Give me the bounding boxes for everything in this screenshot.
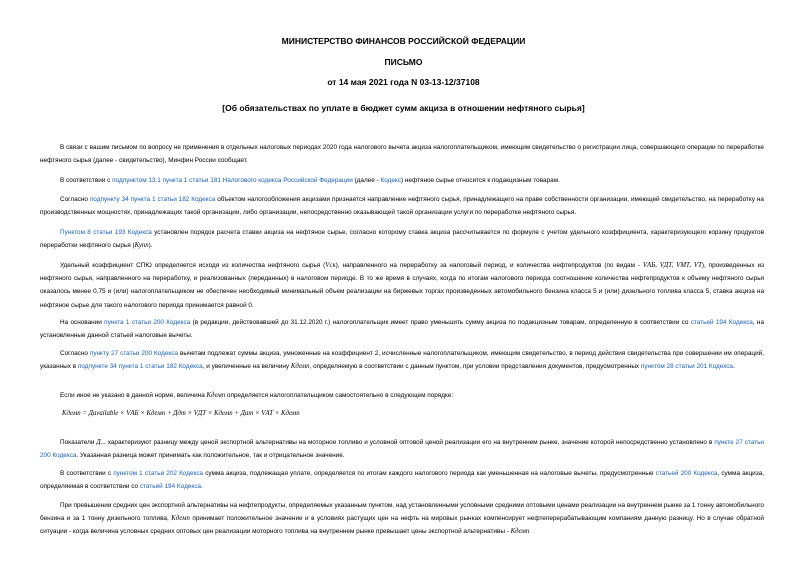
link-article-194[interactable]: статьей 194 Кодекса bbox=[139, 483, 201, 491]
text: характеризуют разницу между ценой экспортной альтернативы на моторное топливо и условной оптовой ценой реализации его на внутреннем рынке, значение которой непосредственно установлено в bbox=[105, 439, 715, 446]
text: . Указанная разница может принимать как положительное, так и отрицательное значение. bbox=[76, 452, 345, 460]
text: сумма акциза, подлежащая уплате, определяется по итогам каждого налогового периода как уменьшенная на налоговые вычеты, предусмотренные bbox=[203, 470, 656, 477]
link-paragraph-8-article-193[interactable]: Пунктом 8 статьи 193 Кодекса bbox=[60, 229, 152, 236]
text: определяется налогоплательщиком самостоятельно в следующем порядке: bbox=[225, 392, 454, 399]
paragraph-11 bbox=[40, 499, 764, 539]
doc-type-heading: ПИСЬМО bbox=[384, 57, 423, 67]
text: объектом налогообложения акцизами признается направление нефтяного сырья, принадлежащего на праве собственности организации, имеющей свидетельство, на переработку на производственных мощностях, принадлежащих такой организации, либо организации, непосредственно оказывающей такой организации услуги по переработке нефтяного сырья. bbox=[40, 196, 764, 217]
link-article-194[interactable]: статьей 194 Кодекса bbox=[690, 319, 753, 326]
text: Показатели bbox=[60, 439, 97, 446]
link-article-200[interactable]: статьей 200 Кодекса bbox=[655, 470, 718, 477]
paragraph-6 bbox=[40, 316, 764, 342]
formula-symbol: VАБ, VДТ, VМТ, VТ bbox=[642, 262, 702, 269]
text: В соответствии с bbox=[60, 470, 114, 477]
paragraph-1-text: В связи с вашим письмом по вопросу не применения в отдельных налоговых периодах 2020 года налогового вычета акциза налогоплательщиком, имеющим свидетельство о регистрации лица, совершающего операции по переработке нефтяного сырья (далее - свидетельство), Минфин России сообщает. bbox=[40, 144, 764, 165]
formula-symbol: Vск bbox=[325, 262, 336, 269]
text: , на установленные данной статьей налоговые вычеты. bbox=[40, 319, 764, 340]
paragraph-8 bbox=[40, 389, 764, 402]
text: ), направленного на переработку за налоговый период, и количества нефтепродуктов (по видам - bbox=[335, 262, 643, 269]
link-paragraph-27-article-200[interactable]: пункту 27 статьи 200 Кодекса bbox=[89, 350, 179, 357]
text: ), произведенных из нефтяного сырья, направленного на переработку, и реализованных (переданных) в налоговом периоде. В то же время в случаях, когда по итогам налогового периода соотношение количества нефтепродуктов к объему нефтяного сырья оказалось менее 0,75 и (или) налогоплательщиком не обеспечен необходимый минимальный объем реализации на биржевых торгах произведенных автомобильного бензина класса 5 и (или) дизельного топлива класса 5, ставка акциза на нефтяное сырье для такого налогового периода принимается равной 0. bbox=[40, 262, 764, 309]
text: установлен порядок расчета ставки акциза на нефтяное сырье, согласно которому ставка акциза рассчитывается по формуле с учетом удельного коэффициента, характеризующего корзину продуктов переработки нефтяного сырья ( bbox=[40, 229, 764, 250]
text: принимает положительное значение и в условиях растущих цен на нефть на мировых рынках компенсирует нефтеперерабатывающим компаниям данную разницу. Но в случае обратной ситуации - когда величина условных средних оптовых цен реализации моторного топлива на внутреннем рынке превышает цены экспортной альтернативы - bbox=[40, 515, 764, 536]
paragraph-2 bbox=[40, 174, 764, 187]
formula-symbol: Кдемп bbox=[290, 363, 310, 371]
paragraph-1 bbox=[40, 141, 764, 167]
text: . bbox=[732, 363, 735, 371]
formula-symbol: Кдемп bbox=[206, 392, 226, 399]
text: , сумма акциза, определяемая в соответствии со bbox=[40, 470, 764, 491]
text: ). bbox=[148, 242, 153, 250]
paragraph-9 bbox=[40, 436, 764, 462]
paragraph-3 bbox=[40, 193, 764, 219]
damper-formula: Кдемп = Дavailable × VАБ × Кдемп + Ддт × VДТ × Кдемп + Дат × VАТ × Кдемп bbox=[62, 410, 300, 417]
ministry-heading: МИНИСТЕРСТВО ФИНАНСОВ РОССИЙСКОЙ ФЕДЕРАЦИИ bbox=[281, 36, 526, 46]
link-subparagraph-13-1[interactable]: подпунктом 13.1 пункта 1 статьи 181 Налогового кодекса Российской Федерации bbox=[112, 177, 353, 184]
link-paragraph-1-article-202[interactable]: пунктом 1 статьи 202 Кодекса bbox=[113, 470, 204, 477]
text: Если иное не указано в данной норме, величина bbox=[60, 392, 207, 399]
formula-symbol: Купп bbox=[134, 242, 149, 250]
formula-symbol: Д... bbox=[96, 439, 106, 446]
paragraph-10 bbox=[40, 467, 764, 493]
text: вычетам подлежат суммы акциза, умноженные на коэффициент 2, исчисленные налогоплательщиком, имеющим свидетельство, в период действия свидетельства при совершении им операций, указанных в bbox=[40, 350, 764, 371]
text: Удельный коэффициент СПЮ определяется исходя из количества нефтяного сырья ( bbox=[60, 262, 326, 269]
link-subparagraph-34-article-182[interactable]: подпункте 34 пункта 1 статьи 182 Кодекса bbox=[77, 363, 203, 371]
link-paragraph-1-article-200[interactable]: пункта 1 статьи 200 Кодекса bbox=[104, 319, 191, 326]
text: Согласно bbox=[60, 196, 90, 203]
paragraph-7 bbox=[40, 347, 764, 373]
paragraph-4 bbox=[40, 226, 764, 252]
text: , и увеличенные на величину bbox=[202, 363, 291, 371]
text: При превышении средних цен экспортной альтернативы на нефтепродукты, определяемых указанным пунктом, над установленными условными средними оптовыми ценами реализации на внутреннем рынке за 1 тонну автомобильного бензина и за 1 тонну дизельного топлива, bbox=[40, 502, 764, 523]
formula-symbol: Кдемп bbox=[510, 528, 530, 536]
link-paragraph-27-article-200[interactable]: пункте 27 статьи 200 Кодекса bbox=[40, 439, 764, 460]
link-subparagraph-34[interactable]: подпункту 34 пункта 1 статьи 182 Кодекса bbox=[89, 196, 216, 203]
date-number-heading: от 14 мая 2021 года N 03-13-12/37108 bbox=[327, 77, 480, 87]
link-paragraph-28-article-201[interactable]: пунктом 28 статьи 201 Кодекса bbox=[640, 363, 733, 371]
text: В соответствии с bbox=[60, 177, 113, 184]
text: . bbox=[200, 483, 203, 491]
link-code[interactable]: Кодекс bbox=[380, 177, 401, 184]
text: Согласно bbox=[60, 350, 90, 357]
text: На основании bbox=[60, 319, 105, 326]
text: , определяемую в соответствии с данным пунктом, при условии представления документов, предусмотренных bbox=[309, 363, 641, 371]
text: (в редакции, действовавшей до 31.12.2020 г.) налогоплательщик имеет право уменьшить сумму акциза по подакцизным товарам, определенную в соответствии со bbox=[190, 319, 691, 326]
paragraph-5 bbox=[40, 259, 764, 312]
text: ) нефтяное сырье относится к подакцизным товарам. bbox=[400, 177, 560, 184]
text: (далее - bbox=[352, 177, 381, 184]
formula-symbol: Кдемп bbox=[171, 515, 190, 523]
subject-heading: [Об обязательствах по уплате в бюджет сумм акциза в отношении нефтяного сырья] bbox=[222, 103, 585, 113]
